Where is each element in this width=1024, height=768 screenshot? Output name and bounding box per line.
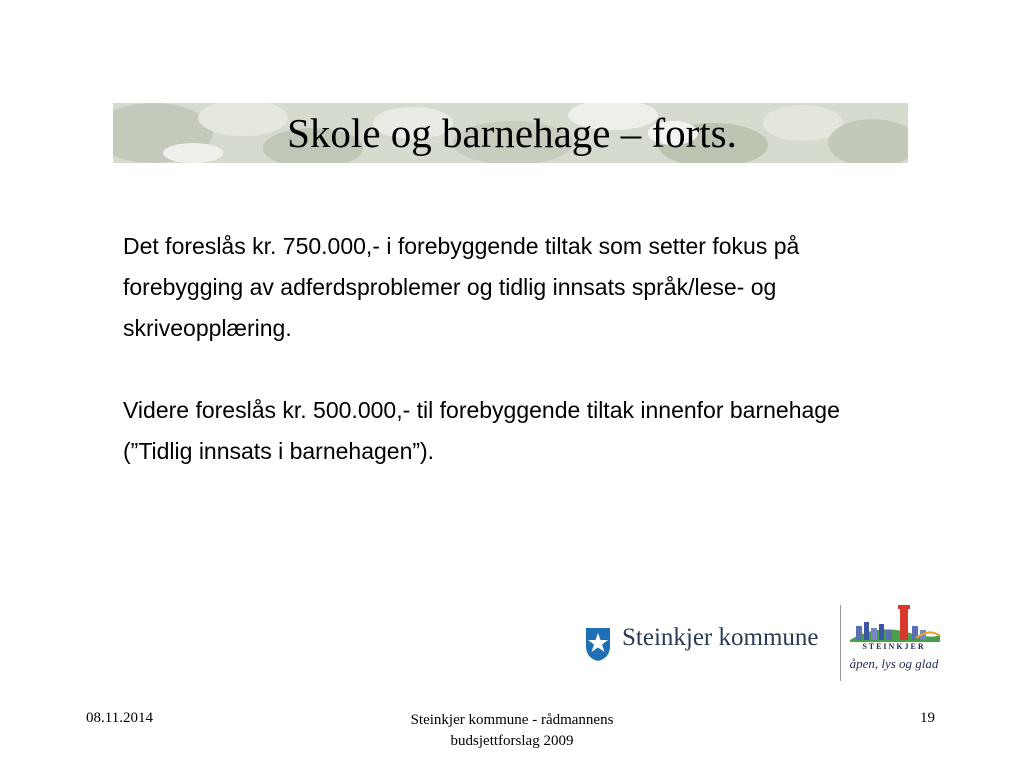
city-slogan: åpen, lys og glad [849, 656, 939, 671]
slide-title: Skole og barnehage – forts. [287, 110, 737, 156]
footer-caption [360, 710, 664, 752]
steinkjer-kommune-logo [584, 620, 824, 668]
logo-divider [840, 605, 841, 681]
city-skyline-icon [846, 604, 942, 644]
steinkjer-city-logo [846, 604, 942, 682]
body-paragraph: Det foreslås kr. 750.000,- i forebyggende tiltak som setter fokus på forebygging av adferdsproblemer og tidlig innsats språk/lese- og skriveopplæring. [123, 233, 800, 341]
page-number: 19 [920, 710, 935, 726]
footer-caption-line: budsjettforslag 2009 [450, 733, 574, 749]
slide-body [123, 226, 903, 472]
body-paragraph: Videre foreslås kr. 500.000,- til forebyggende tiltak innenfor barnehage (”Tidlig innsats i barnehagen”). [123, 397, 840, 464]
kommune-name: Steinkjer kommune [622, 624, 819, 651]
coat-of-arms-icon [584, 626, 612, 662]
city-name: STEINKJER [862, 642, 926, 651]
footer-caption-line: Steinkjer kommune - rådmannens [410, 712, 614, 728]
footer-date: 08.11.2014 [86, 710, 153, 726]
